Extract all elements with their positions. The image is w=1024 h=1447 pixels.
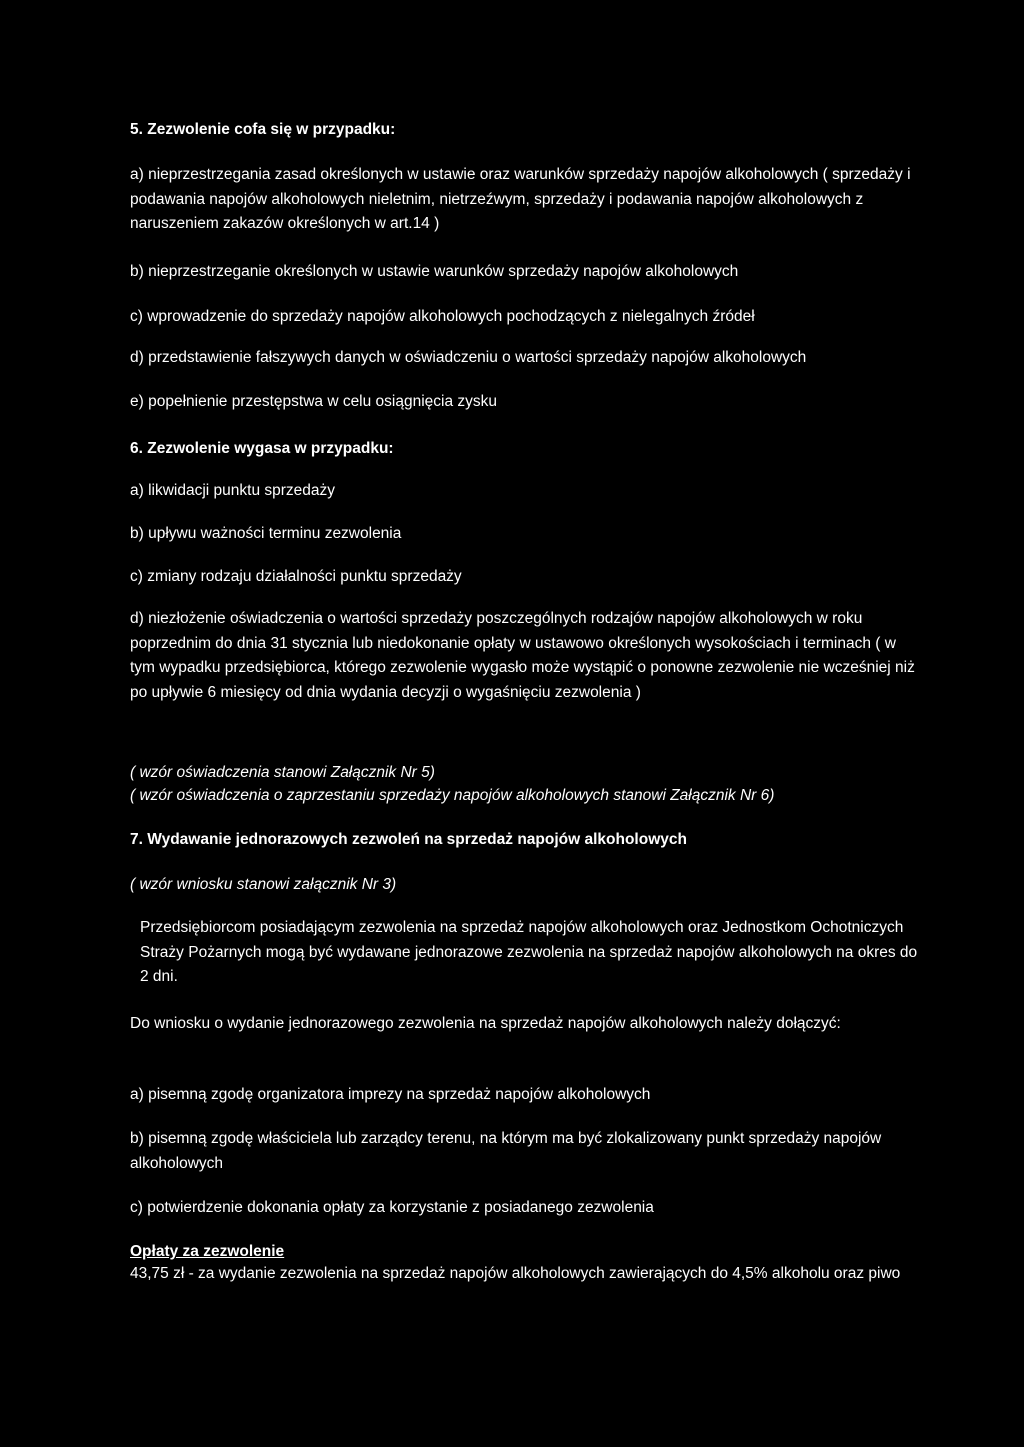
section-7-paragraph-1: Przedsiębiorcom posiadającym zezwolenia na sprzedaż napojów alkoholowych oraz Jednostkom Ochotniczych Straży Pożarnych mogą być wydawane jednorazowe zezwolenia na sprzedaż napojów alkoholowych na okres do 2 dni.	[140, 919, 918, 985]
section-5-item-d: d) przedstawienie fałszywych danych w oświadczeniu o wartości sprzedaży napojów alkoholowych	[130, 349, 807, 366]
section-6-item-d: d) niezłożenie oświadczenia o wartości sprzedaży poszczególnych rodzajów napojów alkoholowych w roku poprzednim do dnia 31 stycznia lub niedokonanie opłaty w ustawowo określonych wysokościach i terminach ( w tym wypadku przedsiębiorca, którego zezwolenie wygasło może wystąpić o ponowne zezwolenie nie wcześniej niż po upływie 6 miesięcy od dnia wydania decyzji o wygaśnięciu zezwolenia )	[130, 610, 915, 701]
section-7-item-a: a) pisemną zgodę organizatora imprezy na sprzedaż napojów alkoholowych	[130, 1086, 651, 1103]
section-5-item-c: c) wprowadzenie do sprzedaży napojów alkoholowych pochodzących z nielegalnych źródeł	[130, 308, 755, 325]
section-7-paragraph-2: Do wniosku o wydanie jednorazowego zezwolenia na sprzedaż napojów alkoholowych należy dołączyć:	[130, 1015, 841, 1032]
section-6-note-1: ( wzór oświadczenia stanowi Załącznik Nr 5)	[130, 764, 435, 781]
section-6-note-2: ( wzór oświadczenia o zaprzestaniu sprzedaży napojów alkoholowych stanowi Załącznik Nr 6)	[130, 787, 775, 804]
section-6-item-c: c) zmiany rodzaju działalności punktu sprzedaży	[130, 568, 462, 585]
section-5-item-a: a) nieprzestrzegania zasad określonych w ustawie oraz warunków sprzedaży napojów alkoholowych ( sprzedaży i podawania napojów alkoholowych nieletnim, nietrzeźwym, sprzedaży i podawania napojów alkoholowych z naruszeniem zakazów określonych w art.14 )	[130, 166, 911, 232]
section-6-item-a: a) likwidacji punktu sprzedaży	[130, 482, 336, 499]
section-5-item-b: b) nieprzestrzeganie określonych w ustawie warunków sprzedaży napojów alkoholowych	[130, 263, 739, 280]
section-5-item-e: e) popełnienie przestępstwa w celu osiągnięcia zysku	[130, 393, 498, 410]
section-5-heading: 5. Zezwolenie cofa się w przypadku:	[130, 121, 396, 138]
fees-line-1: 43,75 zł - za wydanie zezwolenia na sprzedaż napojów alkoholowych zawierających do 4,5% alkoholu oraz piwo	[130, 1265, 901, 1282]
section-6-item-b: b) upływu ważności terminu zezwolenia	[130, 525, 402, 542]
section-7-item-c: c) potwierdzenie dokonania opłaty za korzystanie z posiadanego zezwolenia	[130, 1199, 654, 1216]
section-7-note: ( wzór wniosku stanowi załącznik Nr 3)	[130, 876, 397, 893]
section-7-item-b: b) pisemną zgodę właściciela lub zarządcy terenu, na którym ma być zlokalizowany punkt sprzedaży napojów alkoholowych	[130, 1130, 882, 1172]
fees-heading: Opłaty za zezwolenie	[130, 1243, 285, 1260]
section-6-heading: 6. Zezwolenie wygasa w przypadku:	[130, 440, 394, 457]
section-7-heading: 7. Wydawanie jednorazowych zezwoleń na sprzedaż napojów alkoholowych	[130, 831, 687, 848]
